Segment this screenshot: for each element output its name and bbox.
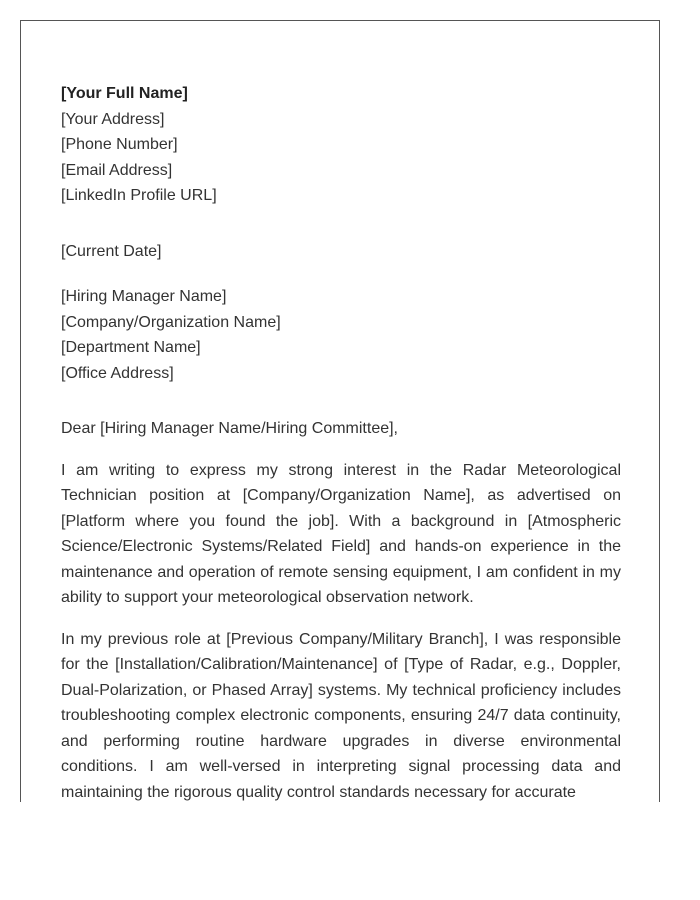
sender-email: [Email Address] xyxy=(61,161,173,179)
body-paragraph-1: I am writing to express my strong interest in the Radar Meteorological Technician position at [Company/Organization Name], as advertised on [Platform where you found the job]. With a background in [Atmospheric Science/Electronic Systems/Related Field] and hands-on experience in the maintenance and operation of remote sensing equipment, I am confident in my ability to support your meteorological observation network. xyxy=(61,461,621,606)
sender-address: [Your Address] xyxy=(61,110,165,128)
sender-linkedin: [LinkedIn Profile URL] xyxy=(61,187,217,204)
recipient-block xyxy=(61,284,621,386)
recipient-company: [Company/Organization Name] xyxy=(61,313,281,331)
document-page xyxy=(20,20,660,802)
recipient-department: [Department Name] xyxy=(61,339,201,356)
salutation-block xyxy=(61,416,621,442)
salutation: Dear [Hiring Manager Name/Hiring Committee], xyxy=(61,420,398,437)
sender-phone: [Phone Number] xyxy=(61,136,178,153)
sender-name: [Your Full Name] xyxy=(61,85,188,102)
letter-date: [Current Date] xyxy=(61,242,162,260)
letter-body xyxy=(61,81,621,802)
body-paragraph-2: In my previous role at [Previous Company/Military Branch], I was responsible for the [Installation/Calibration/Maintenance] of [Type of Radar, e.g., Doppler, Dual-Polarization, or Phased Array] systems. My technical proficiency includes troubleshooting complex electronic components, ensuring 24/7 data continuity, and performing routine hardware upgrades in diverse environmental conditions. I am well-versed in interpreting signal processing data and maintaining the rigorous quality control standards necessary for accurate xyxy=(61,630,621,801)
sender-block xyxy=(61,81,621,209)
recipient-manager: [Hiring Manager Name] xyxy=(61,288,227,305)
date-block xyxy=(61,239,621,265)
recipient-office: [Office Address] xyxy=(61,364,174,382)
